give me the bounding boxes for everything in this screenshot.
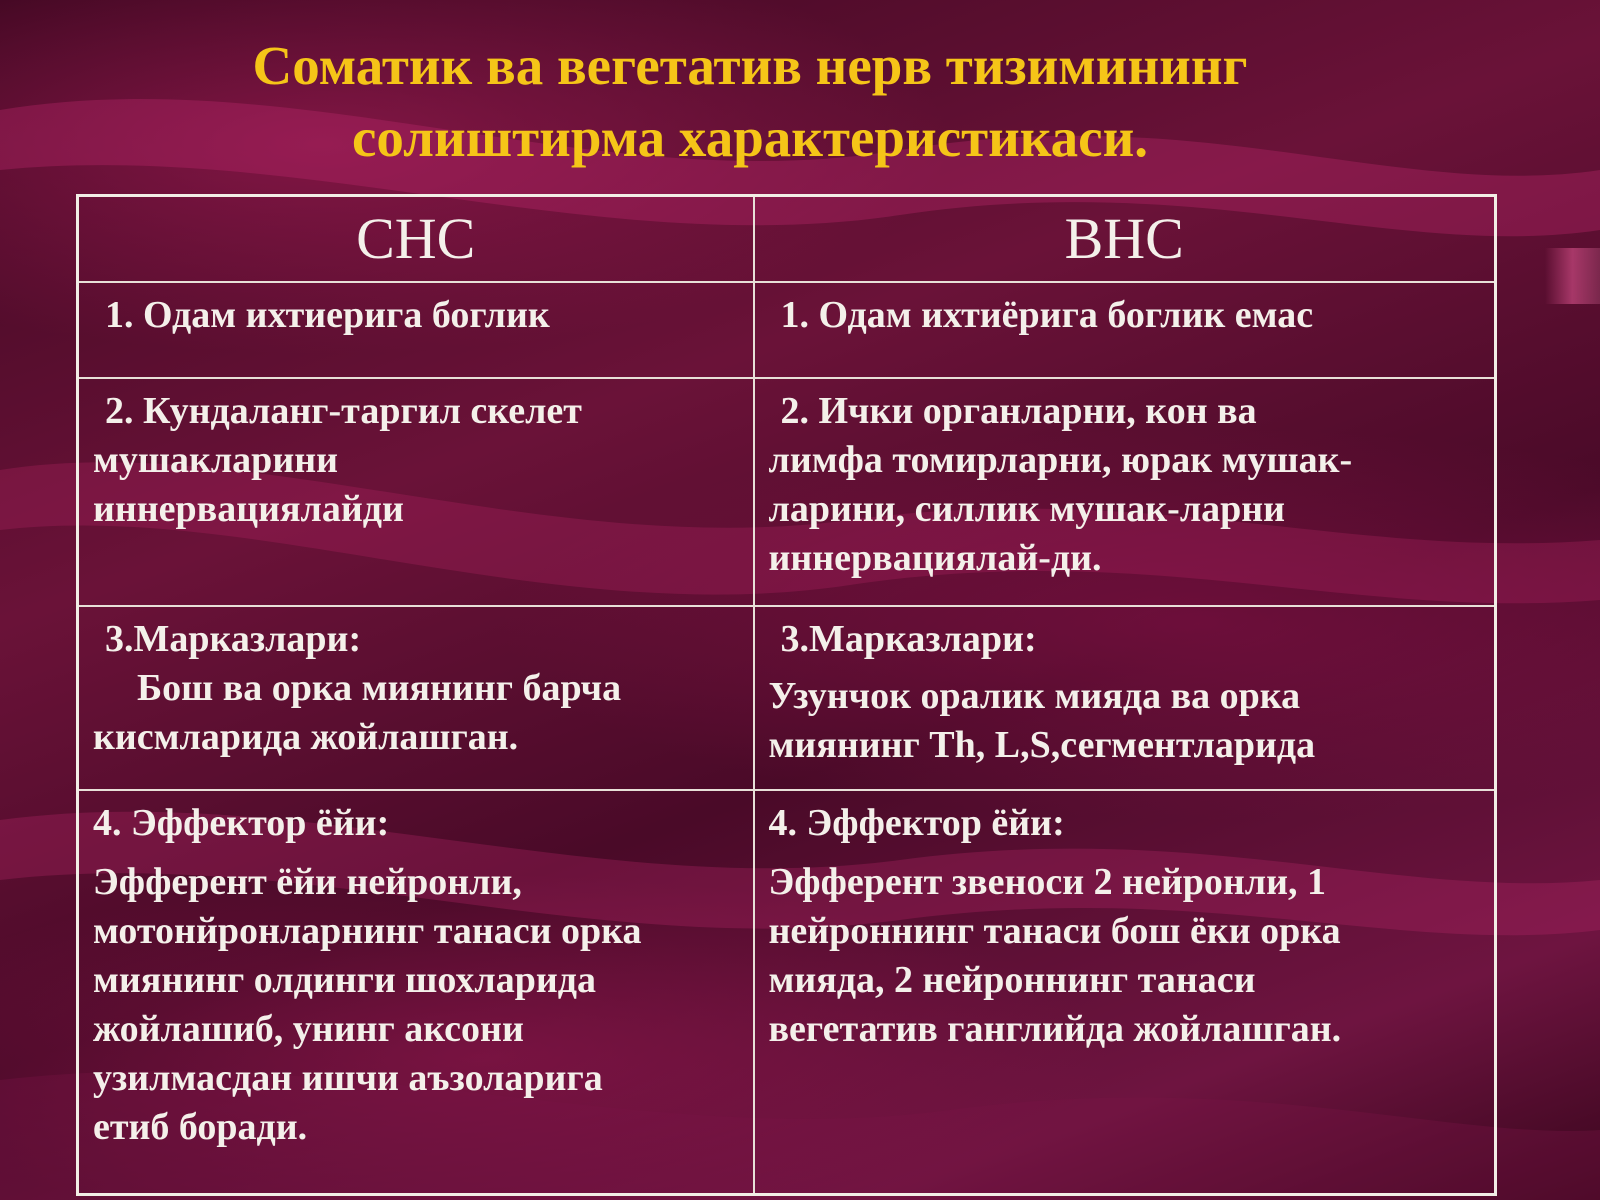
cell-line: 4. Эффектор ёйи: (768, 802, 1065, 844)
cell-line: кисмларида жойлашган. (93, 716, 519, 758)
cell-line: Эфферент ёйи нейронли, (93, 861, 522, 903)
cell-line: мияда, 2 нейроннинг танаси (768, 959, 1256, 1001)
cell-vns-4 (754, 790, 1496, 1195)
cell-line: 4. Эффектор ёйи: (93, 802, 390, 844)
cell-line: Бош ва орка миянинг барча (137, 667, 622, 709)
table-row (78, 606, 1496, 790)
cell-vns-2 (754, 378, 1496, 606)
cell-line: узилмасдан ишчи аъзоларига (93, 1057, 603, 1099)
cell-line: мотонйронларнинг танаси орка (93, 910, 642, 952)
cell-line: вегетатив ганглийда жойлашган. (768, 1008, 1342, 1050)
table-row (78, 378, 1496, 606)
title-line-2: солиштирма характеристикаси. (351, 107, 1149, 168)
header-sns: СНС (78, 196, 754, 283)
slide-title (130, 30, 1370, 174)
cell-line: жойлашиб, унинг аксони (93, 1008, 524, 1050)
cell-line: мушакларини (93, 439, 338, 481)
cell-sns-4 (78, 790, 754, 1195)
cell-line: иннервациялайди (93, 488, 404, 530)
header-vns: ВНС (754, 196, 1496, 283)
cell-line: 1. Одам ихтиерига боглик (105, 294, 550, 336)
table-row (78, 790, 1496, 1195)
cell-line: нейроннинг танаси бош ёки орка (768, 910, 1341, 952)
cell-line: 3.Марказлари: (780, 618, 1037, 660)
cell-line: ларини, силлик мушак-ларни (768, 488, 1286, 530)
cell-line: 3.Марказлари: (105, 618, 362, 660)
cell-line: Узунчок оралик мияда ва орка (768, 675, 1301, 717)
cell-sns-3 (78, 606, 754, 790)
cell-sns-2 (78, 378, 754, 606)
cell-line: миянинг олдинги шохларида (93, 959, 596, 1001)
cell-line: 2. Ички органларни, кон ва (780, 390, 1257, 432)
table-row (78, 282, 1496, 378)
cell-line: Эфферент звеноси 2 нейронли, 1 (768, 861, 1326, 903)
comparison-table (76, 194, 1497, 1196)
title-line-1: Соматик ва вегетатив нерв тизимининг (252, 35, 1248, 96)
cell-line: 2. Кундаланг-таргил скелет (105, 390, 582, 432)
side-accent-bar (1545, 248, 1600, 304)
cell-sns-1 (78, 282, 754, 378)
header-row (78, 196, 1496, 283)
cell-line: 1. Одам ихтиёрига боглик емас (780, 294, 1314, 336)
cell-line: миянинг Th, L,S,сегментларида (768, 724, 1316, 766)
cell-line: етиб боради. (93, 1106, 308, 1148)
cell-vns-1 (754, 282, 1496, 378)
cell-line: лимфа томирларни, юрак мушак- (768, 439, 1353, 481)
cell-vns-3 (754, 606, 1496, 790)
cell-line: иннервациялай-ди. (768, 537, 1102, 579)
